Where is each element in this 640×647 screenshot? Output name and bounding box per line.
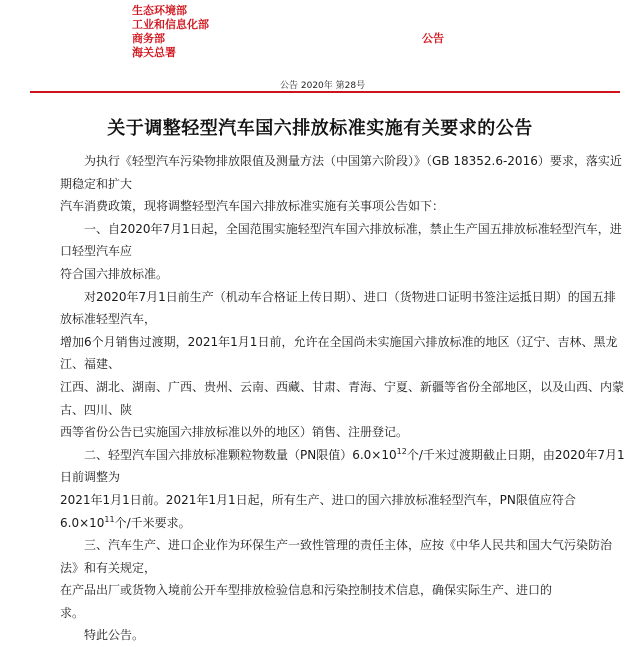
document-body: 为执行《轻型汽车污染物排放限值及测量方法（中国第六阶段）》（GB 18352.6-2016）要求，落实近期稳定和扩大 汽车消费政策，现将调整轻型汽车国六排放标准实施有关事项公告如下： 一、自2020年7月1日起，全国范围实施轻型汽车国六排放标准，禁止生产国五排放标准轻型汽车，进口轻型汽车应 符合国六排放标准。 对2020年7月1日前生产（机动车合格证上传日期）、进口（货物进口证明书签注运抵日期）的国五排放标准轻型汽车， 增加6个月销售过渡期，2021年1月1日前，允许在全国尚未实施国六排放标准的地区（辽宁、吉林、黑龙江、福建、 江西、湖北、湖南、广西、贵州、云南、西藏、甘肃、青海、宁夏、新疆等省份全部地区，以及山西、内蒙古、四川、陕 西等省份公告已实施国六排放标准以外的地区）销售、注册登记。 二、轻型汽车国六排放标准颗粒物数量（PN限值）$6.0\times 10^{12}$个/千米过渡期截止日期，由2020年7月1日前调整为 2021年1月1日前。2021年1月1日起，所有生产、进口的国六排放标准轻型汽车，PN限值应符合$6.0\times 10^{11}$个/千米要求。 三、汽车生产、进口企业作为环保生产一致性管理的责任主体，应按《中华人民共和国大气污染防治法》和有关规定， 在产品出厂或货物入境前公开车型排放检验信息和污染控制技术信息，确保实际生产、进口的 求。 特此公告。 — [60, 150, 625, 647]
paragraph-intro: 为执行《轻型汽车污染物排放限值及测量方法（中国第六阶段）》（GB 18352.6-2016）要求，落实近期稳定和扩大 — [60, 154, 622, 191]
issuer-2: 工业和信息化部 — [132, 18, 209, 31]
red-divider — [30, 91, 620, 93]
paragraph-item-3: 三、汽车生产、进口企业作为环保生产一致性管理的责任主体，应按《中华人民共和国大气污染防治法》和有关规定， — [60, 538, 613, 575]
document-title: 关于调整轻型汽车国六排放标准实施有关要求的公告 — [107, 118, 533, 139]
doc-number: 公告 2020年 第28号 — [280, 81, 366, 91]
paragraph-item-1: 一、自2020年7月1日起，全国范围实施轻型汽车国六排放标准，禁止生产国五排放标准轻型汽车，进口轻型汽车应 — [60, 221, 622, 259]
paragraph-item-2: 二、轻型汽车国六排放标准颗粒物数量（PN限值）$6.0\times 10^{12}$个/千米过渡期截止日期，由2020年7月1日前调整为 — [60, 446, 625, 485]
issuer-1: 生态环境部 — [132, 4, 187, 17]
paragraph-transition: 对2020年7月1日前生产（机动车合格证上传日期）、进口（货物进口证明书签注运抵日期）的国五排放标准轻型汽车， — [60, 289, 616, 327]
doc-type-label: 公告 — [422, 32, 444, 45]
paragraph-closing: 特此公告。 — [84, 628, 145, 643]
issuing-agencies — [132, 4, 209, 60]
issuer-3: 商务部 — [132, 32, 165, 45]
issuer-4: 海关总署 — [132, 46, 176, 59]
